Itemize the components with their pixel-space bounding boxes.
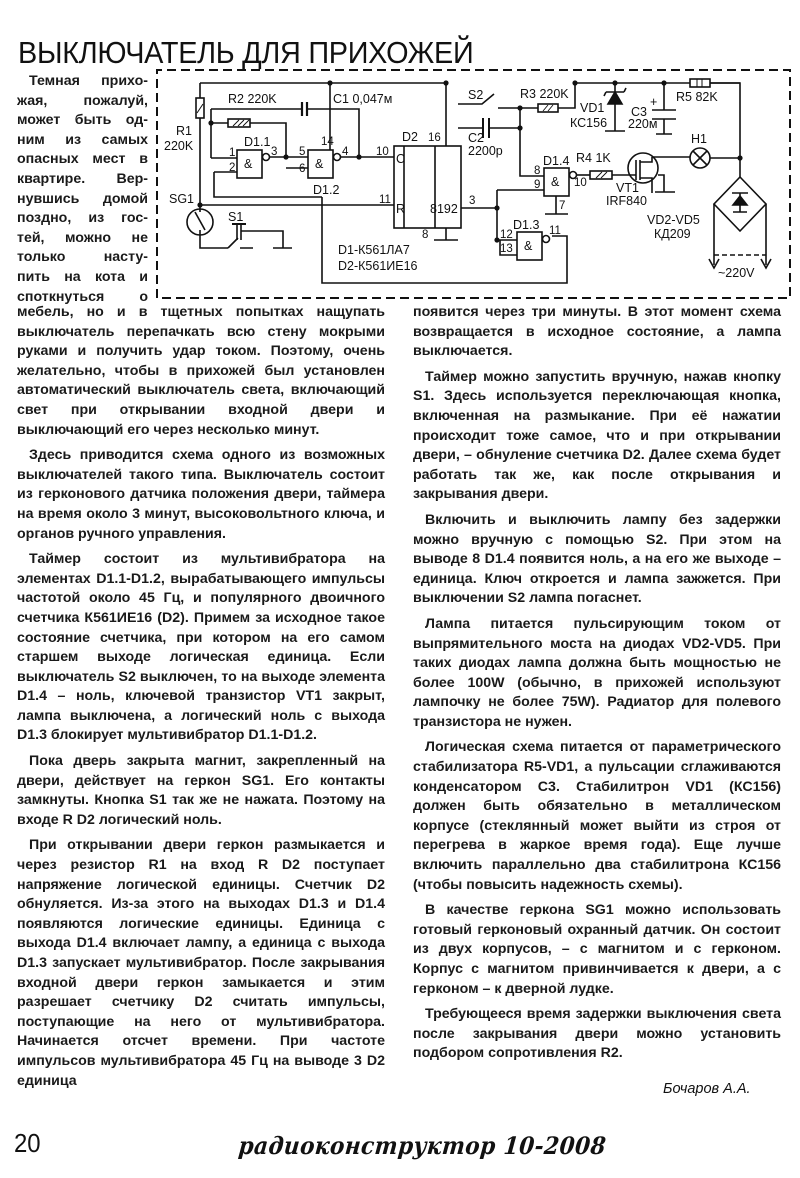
pin-label: 10 (574, 177, 587, 189)
intro-line: споткнуться о (17, 288, 148, 305)
mains-label: ~220V (718, 266, 755, 280)
pin-label: 1 (229, 147, 236, 159)
c3-value: 220м (628, 117, 658, 131)
pin-label: 3 (469, 195, 476, 207)
intro-line: поздно, из гос- (17, 210, 148, 227)
s2-label: S2 (468, 88, 484, 102)
r4-label: R4 1K (576, 151, 611, 165)
paragraph: Логическая схема питается от параметрического стабилизатора R5-VD1, а пульсации сглаживаются конденсатором С3. Стабилитрон VD1 (КС156) должен быть обязательно в металлическом корпусе (стеклянный может выйти из строя от перегрева в жаркое время года). Еще лучше включить параллельно два стабилитрона КС156 (чтобы повысить надежность схемы). (413, 739, 781, 893)
paragraph: В качестве геркона SG1 можно использовать готовый герконовый охранный датчик. Он состоит из двух корпусов, – с магнитом и с герконом. Корпус с магнитом привинчивается к двери, а с герконом – к дверной лудке. (413, 902, 781, 997)
intro-line: квартире. Вер- (17, 170, 148, 187)
h1-label: H1 (691, 132, 707, 146)
intro-line: жая, пожалуй, (17, 92, 148, 109)
pin-label: 14 (321, 136, 334, 148)
vd1-value: КС156 (570, 116, 608, 130)
ic1-type: D1-К561ЛА7 (338, 243, 410, 257)
sg1-label: SG1 (169, 192, 195, 206)
r1-value: 220K (164, 139, 194, 153)
page-number: 20 (14, 1128, 41, 1158)
pin-label: 10 (376, 146, 389, 158)
d1-3-symbol: & (524, 239, 533, 253)
vt1-value: IRF840 (606, 194, 647, 208)
intro-line: опасных мест в (17, 151, 148, 168)
r5-label: R5 82K (676, 90, 718, 104)
pin-label: 11 (549, 225, 561, 237)
d1-2-label: D1.2 (313, 183, 340, 197)
right-column (413, 303, 781, 1064)
pin-label: 7 (559, 200, 566, 212)
c2-label: C2 (468, 131, 484, 145)
d2-count-label: 8192 (430, 202, 458, 216)
pin-label: 12 (500, 229, 513, 241)
r1-label: R1 (176, 124, 192, 138)
c1-label: C1 0,047м (333, 92, 393, 106)
pin-label: 4 (342, 146, 349, 158)
paragraph: Таймер можно запустить вручную, нажав кнопку S1. Здесь используется переключающая кнопка, включенная на размыкание. При её нажатии происходит тоже самое, что и при открывании двери, – обнуление счетчика D2. Далее схема будет работать так же, как после открывания и закрывания двери. (413, 368, 781, 503)
r3-label: R3 220K (520, 87, 569, 101)
paragraph: Включить и выключить лампу без задержки можно вручную с помощью S2. При этом на выводе 8 D1.4 появится ноль, а на его же выходе – единица. Ключ откроется и лампа зажжется. При выключении S2 лампа погаснет. (413, 511, 781, 607)
paragraph: появится через три минуты. В этот момент схема возвращается в исходное состояние, а лампа выключается. (413, 304, 781, 360)
pin-label: 8 (534, 165, 541, 177)
paragraph: Требующееся время задержки выключения света после закрывания двери можно установить подбором сопротивления R2. (413, 1006, 781, 1062)
left-column (17, 303, 385, 1091)
c3-plus: + (650, 95, 658, 109)
bridge-label: VD2-VD5 (647, 213, 700, 227)
r2-label: R2 220K (228, 92, 277, 106)
intro-line: пить на кота и (17, 268, 148, 285)
pin-label: 6 (299, 163, 306, 175)
intro-line: ним из самых (17, 131, 148, 148)
d2-r-label: R (396, 202, 406, 216)
intro-line: только насту- (17, 249, 148, 266)
pin-label: 3 (271, 146, 278, 158)
paragraph: Здесь приводится схема одного из возможных выключателей такого типа. Выключатель состоит из герконового датчика положения двери, таймера на время около 3 минут, высоковольтного ключа, и органов ручного управления. (17, 447, 385, 542)
vt1-label: VT1 (616, 181, 639, 195)
paragraph: Таймер состоит из мультивибратора на элементах D1.1-D1.2, вырабатывающего импульсы частотой около 45 Гц, и популярного двоичного счетчика К561ИЕ16 (D2). Примем за исходное такое состояние счетчика, при котором на его самом старшем выходе логическая единица. Если выключатель S2 выключен, то на выходе элемента D1.4 – ноль, ключевой транзистор VT1 закрыт, лампа выключена, а логический ноль с выхода D1.3 блокирует мультивибратор D1.1-D1.2. (17, 551, 385, 744)
pin-label: 5 (299, 146, 306, 158)
paragraph: Пока дверь закрыта магнит, закрепленный на двери, действует на геркон SG1. Его контакты замкнуты. Кнопка S1 так же не нажата. Поэтому на входе R D2 логический ноль. (17, 753, 385, 828)
c3-label: C3 (631, 105, 647, 119)
pin-label: 2 (229, 162, 236, 174)
d1-1-label: D1.1 (244, 135, 271, 149)
circuit-schematic (150, 62, 795, 300)
d1-4-symbol: & (551, 175, 560, 189)
c2-value: 2200p (468, 144, 503, 158)
intro-line: может быть од- (17, 112, 148, 129)
d1-1-symbol: & (244, 157, 253, 171)
ic2-type: D2-К561ИЕ16 (338, 259, 418, 273)
pin-label: 11 (379, 194, 391, 206)
magazine-name: радиоконструктор 10-2008 (237, 1131, 608, 1160)
d1-2-symbol: & (315, 157, 324, 171)
pin-label: 8 (422, 229, 429, 241)
d2-c-label: C (396, 152, 406, 166)
bridge-value: КД209 (654, 227, 691, 241)
pin-label: 13 (500, 243, 513, 255)
d1-3-label: D1.3 (513, 218, 540, 232)
d1-4-label: D1.4 (543, 154, 570, 168)
paragraph: Лампа питается пульсирующим током от выпрямительного моста на диодах VD2-VD5. При таких диодах лампа должна быть мощностью не более 100W (обычно, в прихожей используют лампочку не более 75W). Радиатор для полевого транзистора не нужен. (413, 615, 781, 730)
pin-label: 16 (428, 132, 441, 144)
intro-line: тей, можно не (17, 229, 148, 246)
vd1-label: VD1 (580, 101, 605, 115)
intro-line: Темная прихо- (29, 73, 148, 89)
intro-line: нувшись домой (17, 190, 148, 207)
author-name: Бочаров А.А. (663, 1081, 751, 1097)
pin-label: 9 (534, 179, 541, 191)
d2-label: D2 (402, 130, 418, 144)
s1-label: S1 (228, 210, 244, 224)
paragraph: мебель, но и в тщетных попытках нащупать выключатель перепачкать всю стену мокрыми руками и получить удар током. Поэтому, очень желательно, чтобы в прихожей был установлен автоматический выключатель света, включающий свет при открывании входной двери и выключающий его через несколько минут. (17, 304, 385, 438)
article-title: ВЫКЛЮЧАТЕЛЬ ДЛЯ ПРИХОЖЕЙ (18, 34, 474, 70)
intro-column (17, 72, 148, 307)
paragraph: При открывании двери геркон размыкается и через резистор R1 на вход R D2 поступает напряжение логической единицы. Счетчик D2 обнуляется. Из-за этого на выходах D1.3 и D1.4 появляются логические единицы. Единица с выхода D1.4 включает лампу, а единица с выхода D1.3 запускает мультивибратор. После закрывания входной двери геркон замыкается и этим разрешает счетчику D2 считать импульсы, поступающие на него от мультивибратора. Начинается отсчет времени. При частоте импульсов мультивибратора 45 Гц на выводе 3 D2 единица (17, 837, 385, 1089)
